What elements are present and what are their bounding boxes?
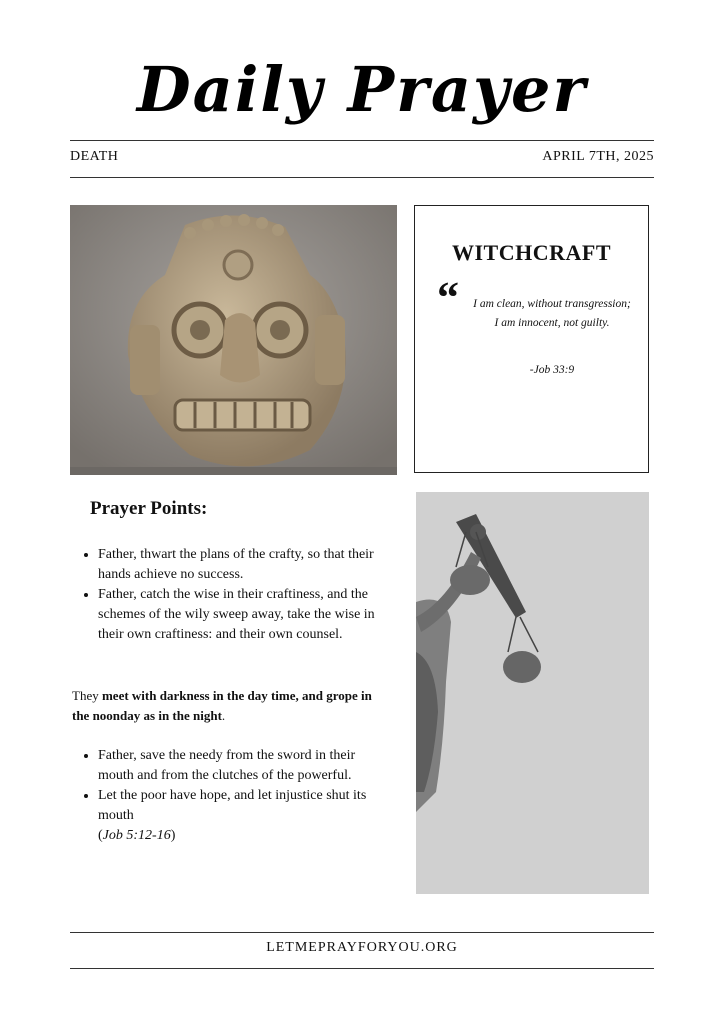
footer-rule-top bbox=[70, 932, 654, 933]
scripture-suffix: . bbox=[221, 708, 226, 723]
quote-card-title: WITCHCRAFT bbox=[451, 240, 611, 265]
footer-website-link[interactable]: LETMEPRAYFORYOU.ORG bbox=[266, 940, 458, 955]
quote-mark-icon: “ bbox=[437, 273, 459, 322]
scripture-prefix: They bbox=[72, 688, 102, 703]
topic-label: DEATH bbox=[70, 149, 119, 164]
citation-close: ) bbox=[170, 828, 176, 843]
prayer-points-list-b bbox=[70, 746, 378, 846]
scripture-bold: meet with darkness in the day time, and grope in the noonday as in the night bbox=[72, 688, 372, 723]
header-rule-bottom bbox=[70, 177, 654, 178]
footer-rule-bottom bbox=[70, 968, 654, 969]
quote-reference: -Job 33:9 bbox=[529, 364, 575, 376]
prayer-points-heading: Prayer Points: bbox=[90, 498, 208, 519]
page-title: Daily Prayer bbox=[136, 53, 588, 126]
scripture-paragraph bbox=[72, 686, 372, 726]
list-item: • Father, catch the wise in their craftiness, and the schemes of the wily sweep away, take the wise in their own craftiness: and their own counsel. bbox=[98, 585, 378, 645]
citation-open: ( bbox=[98, 828, 103, 843]
list-item bbox=[98, 786, 378, 846]
list-item: • Father, thwart the plans of the crafty, so that their hands achieve no success. bbox=[98, 545, 378, 585]
quote-card bbox=[414, 205, 649, 473]
prayer-points-list-a bbox=[70, 545, 378, 645]
citation: Job 5:12-16 bbox=[102, 828, 171, 843]
quote-text: I am clean, without transgression; I am innocent, not guilty. bbox=[473, 298, 631, 329]
stone-idol-image bbox=[70, 205, 397, 475]
scales-of-justice-image bbox=[416, 492, 649, 894]
header-rule-top bbox=[70, 140, 654, 141]
list-item: • Father, save the needy from the sword in their mouth and from the clutches of the powerful. bbox=[98, 746, 378, 786]
list-item-text: Let the poor have hope, and let injustice shut its mouth bbox=[98, 788, 367, 823]
date-label: APRIL 7TH, 2025 bbox=[542, 149, 654, 164]
